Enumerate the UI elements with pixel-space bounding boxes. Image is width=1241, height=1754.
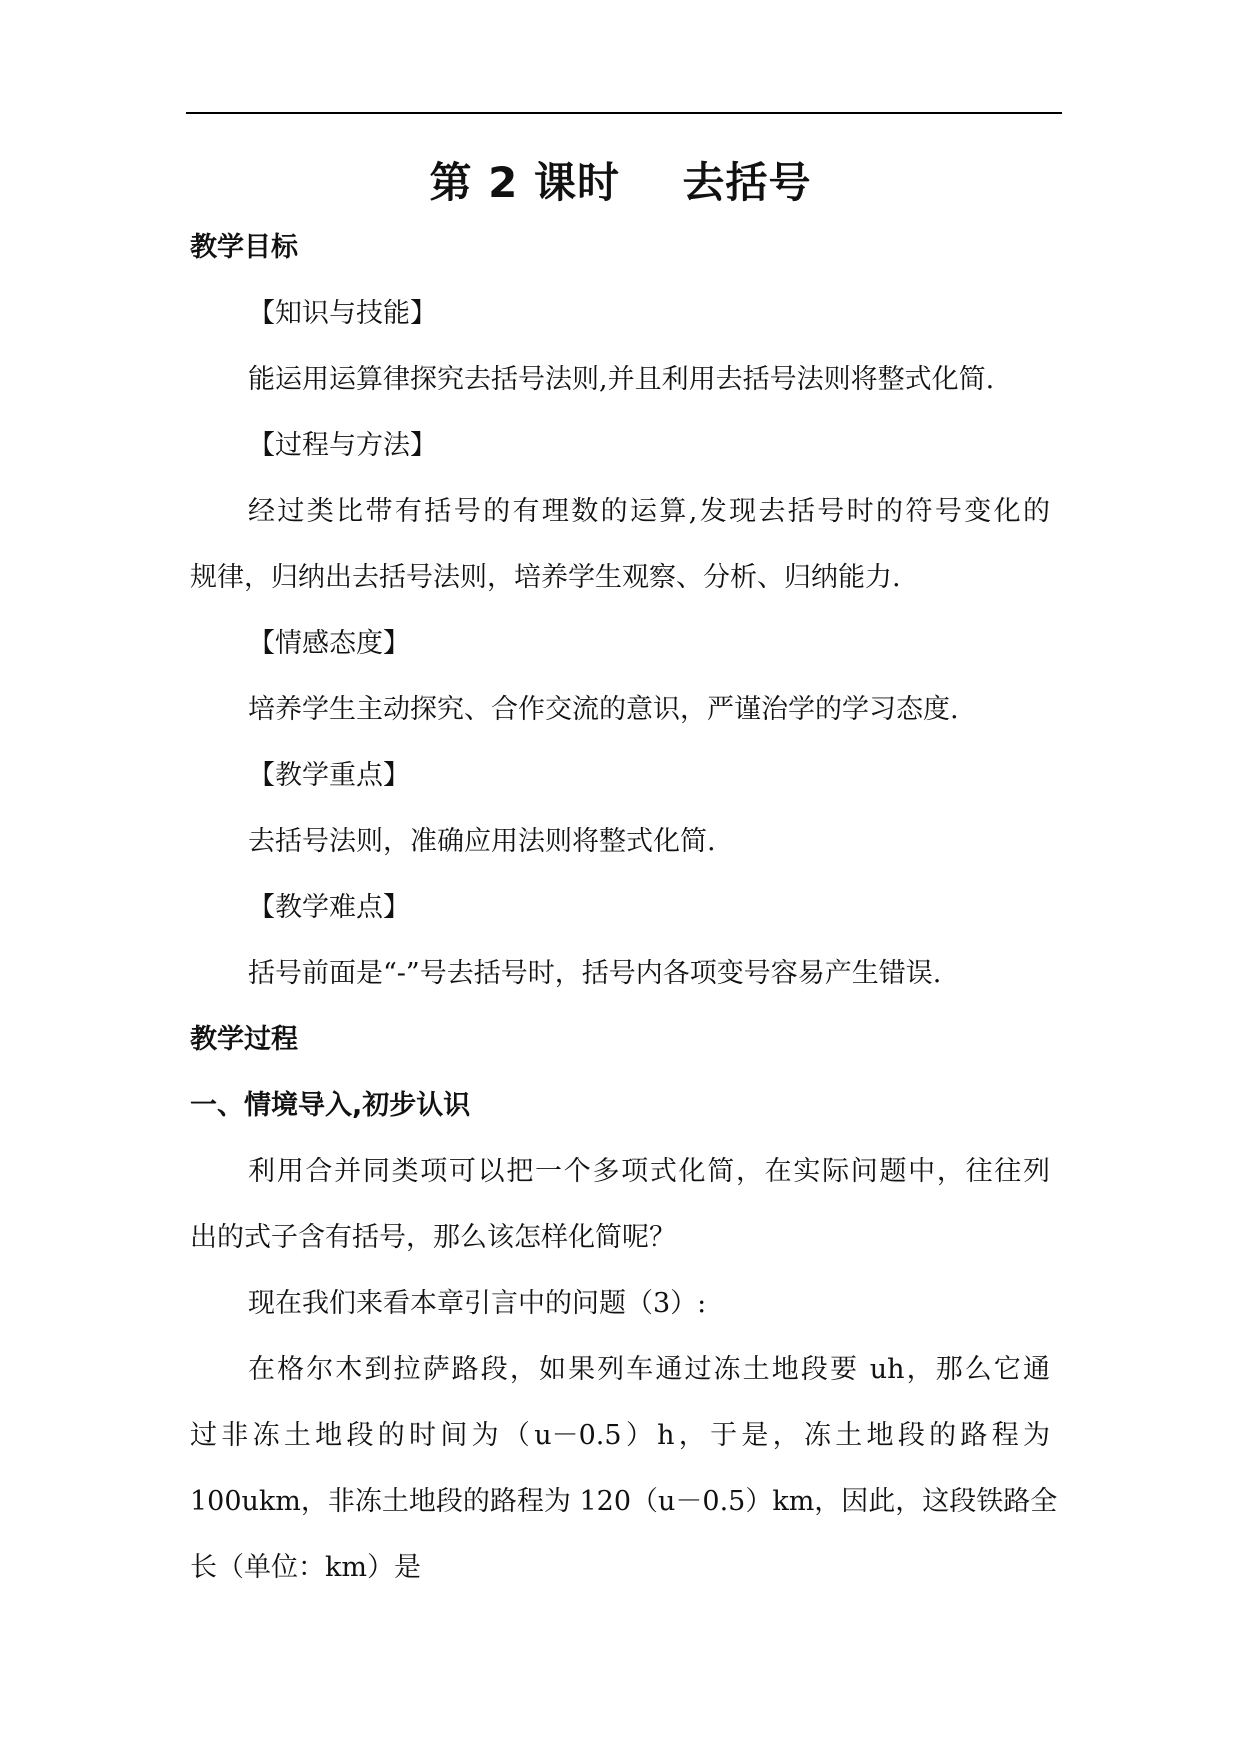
- difficulty-text: 括号前面是“-”号去括号时，括号内各项变号容易产生错误.: [248, 958, 942, 989]
- lesson-title: 第 2 课时 去括号: [429, 158, 812, 207]
- part1-paragraph3-line2: 过非冻土地段的时间为（u－0.5）h，于是，冻土地段的路程为: [190, 1420, 1050, 1451]
- part1-paragraph2: 现在我们来看本章引言中的问题（3）:: [248, 1288, 707, 1319]
- header-rule: [186, 112, 1062, 114]
- key-point-text: 去括号法则，准确应用法则将整式化简.: [248, 826, 716, 857]
- objectives-heading: 教学目标: [190, 232, 298, 263]
- knowledge-text: 能运用运算律探究去括号法则,并且利用去括号法则将整式化简.: [248, 364, 995, 395]
- process-label: 【过程与方法】: [248, 430, 437, 461]
- process-text-line-2: 规律，归纳出去括号法则，培养学生观察、分析、归纳能力.: [190, 562, 901, 593]
- part1-paragraph3-line4: 长（单位：km）是: [190, 1552, 421, 1583]
- difficulty-label: 【教学难点】: [248, 892, 410, 923]
- teaching-process-heading: 教学过程: [190, 1024, 298, 1055]
- knowledge-label: 【知识与技能】: [248, 298, 437, 329]
- part1-paragraph3-line3: 100ukm，非冻土地段的路程为 120（u－0.5）km，因此，这段铁路全: [190, 1486, 1058, 1517]
- key-point-label: 【教学重点】: [248, 760, 410, 791]
- emotion-label: 【情感态度】: [248, 628, 410, 659]
- process-text-line-1: 经过类比带有括号的有理数的运算,发现去括号时的符号变化的: [248, 496, 1050, 527]
- part1-paragraph1-line2: 出的式子含有括号，那么该怎样化简呢？: [190, 1222, 676, 1253]
- part1-heading: 一、情境导入,初步认识: [190, 1090, 471, 1121]
- emotion-text: 培养学生主动探究、合作交流的意识，严谨治学的学习态度.: [248, 694, 959, 725]
- part1-paragraph3-line1: 在格尔木到拉萨路段，如果列车通过冻土地段要 uh，那么它通: [248, 1354, 1050, 1385]
- part1-paragraph1-line1: 利用合并同类项可以把一个多项式化简，在实际问题中，往往列: [248, 1156, 1050, 1187]
